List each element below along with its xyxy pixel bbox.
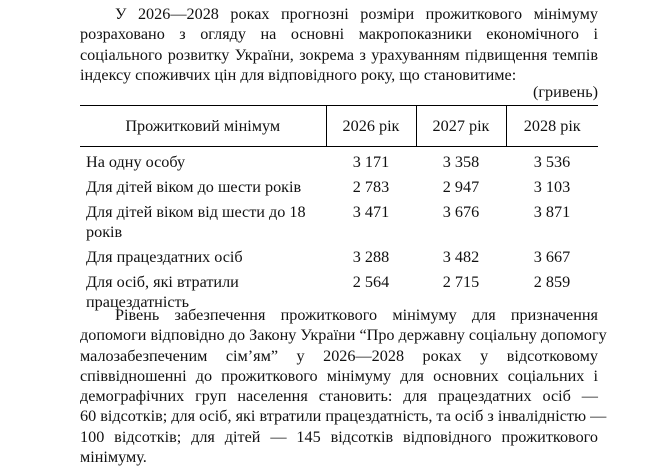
subsistence-minimum-table [80, 105, 598, 314]
table-row [80, 199, 598, 244]
cell-value: 3 171 [352, 153, 390, 171]
intro-paragraph [80, 4, 598, 85]
cell-value: 2 564 [352, 273, 390, 291]
table-row [80, 244, 598, 269]
header-year-2027: 2027 рік [416, 106, 506, 147]
paragraph-line: 100 відсотків; для дітей — 145 відсотків відповідного прожиткового [80, 427, 598, 446]
cell-value: 3 471 [352, 203, 390, 221]
paragraph-line: мінімуму. [80, 448, 147, 467]
row-label: Для дітей віком до шести років [86, 178, 302, 196]
intro-line: соціального розвитку України, зокрема з урахуванням підвищення темпів [80, 45, 598, 64]
cell-value: 2 859 [533, 273, 571, 291]
row-label: Для осіб, які втратили працездатність [86, 273, 239, 311]
paragraph-line: малозабезпеченим сім’ям” у 2026—2028 роках у відсотковому [80, 346, 598, 365]
header-category: Прожитковий мінімум [80, 106, 326, 147]
intro-line: У 2026—2028 роках прогнозні розміри прожиткового мінімуму [115, 5, 598, 23]
cell-value: 3 482 [442, 248, 480, 266]
intro-line: індексу споживчих цін для відповідного року, що становитиме: [80, 65, 517, 84]
cell-value: 3 358 [442, 153, 480, 171]
header-year-2026: 2026 рік [326, 106, 416, 147]
paragraph-line: співвідношенні до прожиткового мінімуму для основних соціальних і [80, 366, 598, 385]
assistance-level-paragraph [80, 305, 607, 467]
cell-value: 3 667 [533, 248, 571, 266]
cell-value: 3 676 [442, 203, 480, 221]
header-year-2028: 2028 рік [506, 106, 598, 147]
paragraph-line: 60 відсотків; для осіб, які втратили працездатність, та осіб з інвалідністю — [80, 407, 607, 426]
unit-label: (гривень) [533, 83, 598, 101]
cell-value: 2 715 [442, 273, 480, 291]
paragraph-line: демографічних груп населення становить: для працездатних осіб — [80, 387, 598, 406]
intro-line: розраховано з огляду на основні макропоказники економічного і [80, 25, 598, 44]
cell-value: 3 536 [533, 153, 571, 171]
row-label: На одну особу [86, 153, 186, 171]
cell-value: 2 783 [352, 178, 390, 196]
cell-value: 2 947 [442, 178, 480, 196]
paragraph-line: допомоги відповідно до Закону України “Про державну соціальну допомогу [80, 326, 607, 345]
row-label: Для дітей віком від шести до 18 років [86, 203, 306, 241]
table-row [80, 147, 598, 175]
cell-value: 3 288 [352, 248, 390, 266]
row-label: Для працездатних осіб [86, 248, 243, 266]
table-header-row [80, 106, 598, 147]
table-row [80, 174, 598, 199]
cell-value: 3 103 [533, 178, 571, 196]
paragraph-line: Рівень забезпечення прожиткового мінімуму для призначення [115, 306, 598, 324]
cell-value: 3 871 [533, 203, 571, 221]
